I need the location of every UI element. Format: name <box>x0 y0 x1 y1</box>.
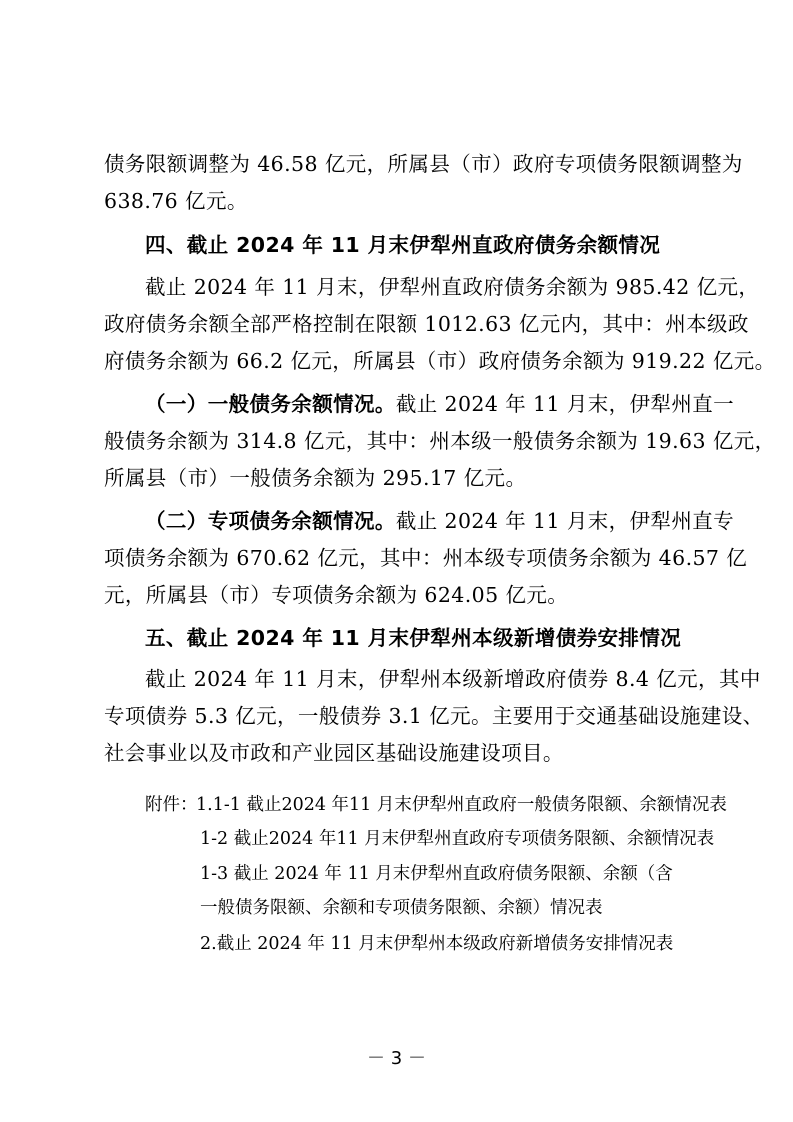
paragraph-2-line-2: 政府债务余额全部严格控制在限额 1012.63 亿元内，其中：州本级政 <box>104 312 749 336</box>
section-heading-4: 四、截止 2024 年 11 月末伊犁州直政府债务余额情况 <box>145 233 661 257</box>
paragraph-2-line-1: 截止 2024 年 11 月末，伊犁州直政府债务余额为 985.42 亿元， <box>145 275 760 299</box>
paragraph-3-line-1-text: 截止 2024 年 11 月末，伊犁州直一 <box>395 392 735 416</box>
paragraph-5-line-3: 社会事业以及市政和产业园区基础设施建设项目。 <box>104 741 564 765</box>
paragraph-5-line-1: 截止 2024 年 11 月末，伊犁州本级新增政府债券 8.4 亿元，其中 <box>145 667 761 691</box>
attachment-2: 1-2 截止2024 年11 月末伊犁州直政府专项债务限额、余额情况表 <box>200 829 715 849</box>
subheading-special-debt: （二）专项债务余额情况。 <box>145 509 396 533</box>
paragraph-1-line-1: 债务限额调整为 46.58 亿元，所属县（市）政府专项债务限额调整为 <box>104 152 743 176</box>
paragraph-1-line-2: 638.76 亿元。 <box>104 189 248 213</box>
attachment-3-line-1: 1-3 截止 2024 年 11 月末伊犁州直政府债务限额、余额（含 <box>200 864 673 884</box>
page-number: － 3 － <box>367 1048 426 1069</box>
attachment-3-line-2: 一般债务限额、余额和专项债务限额、余额）情况表 <box>200 898 603 918</box>
section-heading-5: 五、截止 2024 年 11 月末伊犁州本级新增债券安排情况 <box>145 626 682 650</box>
paragraph-5-line-2: 专项债券 5.3 亿元，一般债券 3.1 亿元。主要用于交通基础设施建设、 <box>104 704 764 728</box>
paragraph-3-line-3: 所属县（市）一般债务余额为 295.17 亿元。 <box>104 466 527 490</box>
attachments-label: 附件： <box>145 795 198 815</box>
attachment-4: 2.截止 2024 年 11 月末伊犁州本级政府新增债务安排情况表 <box>200 934 674 954</box>
attachment-1: 1.1-1 截止2024 年11 月末伊犁州直政府一般债务限额、余额情况表 <box>196 795 727 815</box>
paragraph-2-line-3: 府债务余额为 66.2 亿元，所属县（市）政府债务余额为 919.22 亿元。 <box>104 349 776 373</box>
paragraph-4-line-2: 项债务余额为 670.62 亿元，其中：州本级专项债务余额为 46.57 亿 <box>104 546 748 570</box>
paragraph-4-line-1-text: 截止 2024 年 11 月末，伊犁州直专 <box>395 509 735 533</box>
paragraph-4-line-3: 元，所属县（市）专项债务余额为 624.05 亿元。 <box>104 583 569 607</box>
subheading-general-debt: （一）一般债务余额情况。 <box>145 392 396 416</box>
paragraph-4-line-1 <box>145 507 735 535</box>
paragraph-3-line-2: 般债务余额为 314.8 亿元，其中：州本级一般债务余额为 19.63 亿元， <box>104 429 776 453</box>
paragraph-3-line-1 <box>145 390 735 418</box>
